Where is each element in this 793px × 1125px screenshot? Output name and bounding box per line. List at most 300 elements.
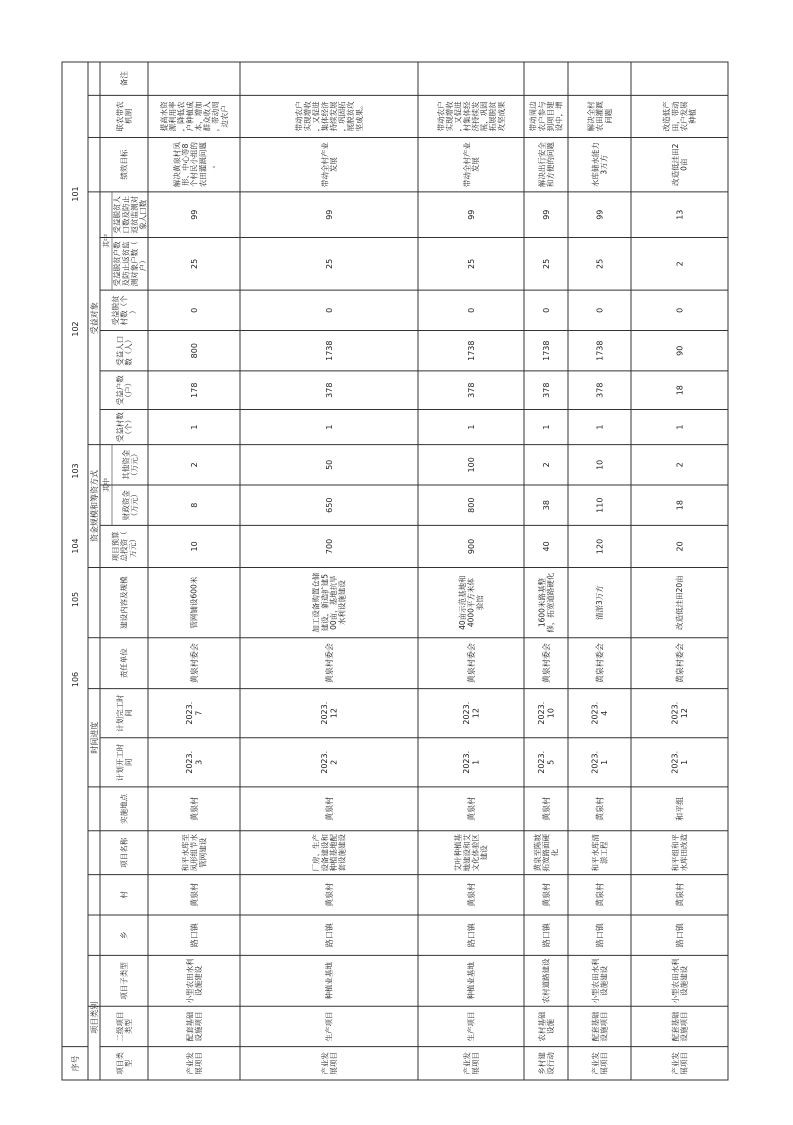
cell-villages — [190, 425, 199, 430]
svg-text:120: 120 — [595, 538, 605, 555]
svg-text:地建设和艾: 地建设和艾 — [462, 833, 472, 872]
svg-text:间: 间 — [123, 709, 133, 717]
svg-text:发展: 发展 — [470, 157, 480, 173]
svg-text:产业发: 产业发 — [320, 1052, 330, 1075]
svg-text:间: 间 — [123, 758, 133, 767]
svg-text:项目预算: 项目预算 — [111, 531, 120, 562]
svg-text:责任单位: 责任单位 — [119, 648, 129, 679]
svg-text:解决黄泉村凤: 解决黄泉村凤 — [172, 142, 182, 188]
svg-text:12: 12 — [329, 708, 339, 719]
svg-text:其中: 其中 — [102, 477, 111, 492]
cell-village — [594, 883, 604, 907]
svg-text:900: 900 — [466, 538, 476, 555]
cell-mechanism — [435, 101, 505, 131]
svg-text:18: 18 — [675, 385, 685, 396]
svg-text:坚成果。: 坚成果。 — [354, 101, 364, 132]
svg-text:700: 700 — [324, 538, 334, 555]
cell-poor-people — [675, 210, 684, 220]
cell-villages — [467, 425, 476, 430]
cell-poor-households — [595, 259, 604, 269]
svg-text:带动农户: 带动农户 — [294, 101, 304, 132]
cell-subtype — [541, 958, 551, 1003]
cell-households — [467, 383, 476, 398]
svg-text:机制: 机制 — [123, 108, 133, 124]
svg-text:1738: 1738 — [595, 340, 605, 361]
cell-start — [185, 751, 203, 774]
svg-text:到项目建: 到项目建 — [545, 101, 555, 132]
svg-text:，又促进: ，又促进 — [453, 101, 463, 132]
svg-text:1: 1 — [466, 424, 476, 430]
svg-text:黄泉村委会: 黄泉村委会 — [675, 643, 685, 684]
svg-text:2023.: 2023. — [320, 750, 330, 774]
svg-text:2023.: 2023. — [462, 750, 472, 774]
cell-type — [536, 1052, 555, 1075]
svg-text:，带动周: ，带动周 — [211, 101, 221, 132]
svg-text:10: 10 — [595, 459, 605, 470]
svg-text:1738: 1738 — [541, 340, 551, 361]
svg-text:生产项目: 生产项目 — [466, 1011, 476, 1042]
cell-name — [532, 833, 559, 871]
column-header-finish — [114, 694, 133, 732]
group-header-beneficiaries — [89, 302, 99, 334]
svg-text:改造低洼田20亩: 改造低洼田20亩 — [675, 575, 685, 630]
svg-text:种植业基地: 种植业基地 — [324, 962, 334, 1000]
svg-text:展项目: 展项目 — [193, 1052, 203, 1075]
svg-text:20: 20 — [675, 541, 685, 552]
svg-text:黄泉村委会: 黄泉村委会 — [324, 643, 334, 684]
svg-text:淤工程: 淤工程 — [599, 841, 609, 864]
svg-text:黄泉村委会: 黄泉村委会 — [595, 643, 605, 684]
cell-mechanism — [528, 101, 565, 131]
svg-text:套设施建设: 套设施建设 — [337, 833, 347, 872]
svg-text:设施建设: 设施建设 — [599, 965, 609, 996]
cell-village — [466, 883, 476, 907]
column-header-location — [119, 793, 129, 823]
svg-text:村: 村 — [119, 891, 129, 899]
svg-text:乡村建: 乡村建 — [537, 1052, 547, 1075]
svg-text:文化体验区: 文化体验区 — [470, 833, 480, 872]
cell-content — [189, 576, 199, 628]
svg-text:99: 99 — [324, 209, 334, 220]
column-header-subtype — [119, 962, 129, 1000]
svg-text:650: 650 — [324, 497, 334, 513]
column-header-owner — [119, 648, 129, 678]
svg-text:农田灌溉: 农田灌溉 — [595, 101, 605, 132]
cell-seq — [71, 592, 80, 607]
svg-text:清淤3万方: 清淤3万方 — [595, 585, 605, 620]
svg-text:90: 90 — [675, 345, 685, 356]
column-header-people — [114, 336, 133, 366]
svg-text:40亩示范基地和: 40亩示范基地和 — [458, 575, 467, 630]
cell-owner — [324, 643, 334, 683]
svg-text:黄泉村: 黄泉村 — [189, 796, 199, 821]
svg-text:）: ） — [128, 306, 138, 315]
svg-text:，降低农: ，降低农 — [176, 101, 186, 132]
svg-text:带动周边: 带动周边 — [528, 101, 538, 132]
svg-text:8: 8 — [189, 502, 199, 508]
svg-text:提高水资: 提高水资 — [159, 101, 169, 132]
svg-text:受益户数: 受益户数 — [115, 375, 125, 406]
cell-people — [190, 343, 199, 358]
svg-text:和平水库至: 和平水库至 — [181, 833, 190, 872]
cell-village — [674, 883, 684, 907]
svg-text:序号: 序号 — [70, 1055, 80, 1072]
svg-text:凤形组节水: 凤形组节水 — [189, 833, 199, 872]
svg-text:带动全村产业: 带动全村产业 — [462, 142, 472, 188]
svg-text:12: 12 — [679, 708, 689, 719]
svg-text:和方便的问题: 和方便的问题 — [545, 142, 555, 188]
svg-text:配套基础: 配套基础 — [590, 1011, 600, 1042]
group-header-time-progress — [89, 722, 99, 754]
svg-text:1738: 1738 — [466, 340, 476, 361]
cell-type — [184, 1052, 203, 1075]
svg-text:设施: 设施 — [545, 1018, 555, 1034]
svg-text:4000平方米体: 4000平方米体 — [466, 578, 476, 628]
cell-poor-households — [675, 261, 684, 266]
svg-text:济持续发: 济持续发 — [470, 101, 480, 132]
svg-text:发展: 发展 — [328, 157, 338, 173]
svg-text:项目类: 项目类 — [115, 1052, 125, 1075]
svg-text:建设内容及规模: 建设内容及规模 — [119, 576, 129, 629]
group-header-funding — [89, 470, 99, 542]
cell-goal — [171, 142, 216, 187]
svg-text:展项目: 展项目 — [470, 1052, 480, 1075]
svg-text:拓展脱贫: 拓展脱贫 — [488, 101, 498, 132]
svg-text:设施建设: 设施建设 — [679, 965, 689, 996]
cell-poor-households — [467, 259, 476, 269]
svg-text:0: 0 — [595, 307, 605, 313]
svg-text:黄泉村: 黄泉村 — [324, 796, 334, 821]
cell-other — [675, 462, 684, 467]
cell-finish — [185, 702, 203, 725]
svg-text:2023.: 2023. — [537, 701, 547, 725]
cell-households — [325, 383, 334, 398]
svg-text:持续发展: 持续发展 — [328, 101, 338, 132]
svg-text:建设，新造扩建5: 建设，新造扩建5 — [320, 573, 330, 632]
cell-finish — [537, 702, 555, 725]
svg-text:项目类别: 项目类别 — [89, 1001, 99, 1034]
svg-text:2023.: 2023. — [185, 750, 195, 774]
cell-type — [590, 1052, 609, 1075]
svg-text:25: 25 — [189, 258, 199, 269]
cell-subtype — [184, 958, 203, 1003]
cell-poor-villages — [595, 308, 604, 313]
svg-text:路口镇: 路口镇 — [541, 923, 551, 948]
svg-text:黄泉至陈坡: 黄泉至陈坡 — [533, 833, 542, 872]
svg-text:受益人口: 受益人口 — [115, 335, 125, 366]
funding-sub-header — [101, 478, 110, 492]
cell-owner — [541, 643, 551, 683]
svg-text:联农带农: 联农带农 — [115, 101, 125, 132]
cell-finish — [671, 702, 689, 725]
svg-text:，又促进: ，又促进 — [311, 101, 321, 132]
cell-location — [594, 797, 604, 821]
cell-other — [595, 460, 604, 470]
svg-text:2: 2 — [675, 261, 685, 267]
column-header-village — [119, 891, 129, 899]
cell-households — [595, 383, 604, 398]
svg-text:2023.: 2023. — [590, 701, 600, 725]
svg-text:产业发: 产业发 — [462, 1052, 472, 1075]
svg-text:黄泉村委会: 黄泉村委会 — [189, 643, 199, 684]
svg-text:103: 103 — [70, 463, 80, 479]
svg-text:黄泉村: 黄泉村 — [541, 882, 551, 907]
svg-text:102: 102 — [70, 321, 80, 337]
svg-text:25: 25 — [541, 258, 551, 269]
cell-content — [311, 572, 347, 632]
svg-text:2023.: 2023. — [185, 701, 195, 725]
svg-text:受益脱贫户数: 受益脱贫户数 — [112, 241, 122, 287]
svg-text:路口镇: 路口镇 — [189, 923, 199, 948]
cell-total — [675, 541, 684, 551]
svg-text:总投资（: 总投资（ — [119, 531, 129, 562]
cell-total — [190, 541, 199, 551]
cell-seq — [71, 186, 80, 201]
cell-finish — [320, 702, 338, 725]
svg-text:99: 99 — [541, 209, 551, 220]
svg-text:产业发: 产业发 — [590, 1052, 600, 1075]
svg-text:种植业基地: 种植业基地 — [466, 962, 476, 1000]
svg-text:（万元）: （万元） — [129, 449, 139, 480]
svg-text:0: 0 — [466, 307, 476, 313]
svg-text:测对象户数（: 测对象户数（ — [129, 241, 139, 287]
svg-text:黄泉村: 黄泉村 — [466, 882, 476, 907]
cell-content — [457, 575, 484, 630]
cell-poor-households — [190, 259, 199, 269]
svg-text:2: 2 — [541, 462, 551, 468]
cell-total — [542, 541, 551, 551]
column-header-poor-people — [112, 195, 148, 233]
svg-text:项目名称: 项目名称 — [119, 837, 129, 868]
svg-text:改造低产: 改造低产 — [662, 101, 672, 132]
svg-text:管网铺设600米: 管网铺设600米 — [189, 576, 199, 629]
svg-text:加工设备购置仓储: 加工设备购置仓储 — [311, 572, 321, 633]
cell-village — [189, 883, 199, 907]
svg-text:村集体经: 村集体经 — [462, 101, 472, 132]
svg-text:实现增收: 实现增收 — [445, 101, 455, 132]
svg-text:178: 178 — [189, 382, 199, 398]
svg-text:展，巩固: 展，巩固 — [479, 101, 489, 132]
svg-text:104: 104 — [70, 538, 80, 554]
svg-text:小型农田水利: 小型农田水利 — [185, 958, 195, 1004]
svg-text:3: 3 — [194, 759, 204, 765]
cell-owner — [594, 643, 604, 683]
cell-households — [190, 383, 199, 398]
cell-poor-villages — [542, 308, 551, 313]
svg-text:50: 50 — [324, 459, 334, 470]
svg-text:25: 25 — [324, 258, 334, 269]
svg-text:集体经济: 集体经济 — [320, 101, 330, 132]
svg-text:99: 99 — [595, 209, 605, 220]
svg-text:99: 99 — [466, 209, 476, 220]
svg-text:设中，增: 设中，增 — [554, 101, 564, 132]
cell-households — [675, 385, 684, 395]
svg-text:配套基础: 配套基础 — [670, 1011, 680, 1042]
cell-total — [325, 539, 334, 554]
svg-text:105: 105 — [70, 591, 80, 608]
svg-text:生产项目: 生产项目 — [324, 1011, 334, 1042]
svg-text:产业发: 产业发 — [185, 1052, 195, 1075]
cell-poor-villages — [190, 308, 199, 313]
svg-text:项目子类型: 项目子类型 — [119, 962, 129, 1000]
cell-subtype — [324, 962, 334, 1000]
cell-name — [453, 833, 489, 871]
svg-text:2023.: 2023. — [320, 701, 330, 725]
svg-text:化: 化 — [550, 848, 560, 857]
cell-fiscal — [595, 498, 604, 513]
cell-fiscal — [467, 498, 476, 513]
svg-text:村数（个: 村数（个 — [119, 295, 129, 326]
svg-text:形、中心等8: 形、中心等8 — [181, 143, 190, 186]
svg-text:25: 25 — [466, 258, 476, 269]
svg-text:时间进度: 时间进度 — [89, 721, 99, 754]
cell-mechanism — [586, 101, 613, 131]
svg-text:乡: 乡 — [119, 931, 129, 939]
svg-text:12: 12 — [471, 708, 481, 719]
cell-finish — [462, 702, 480, 725]
column-header-goal — [119, 149, 129, 179]
cell-name — [180, 833, 207, 871]
cell-location — [189, 797, 199, 821]
cell-mechanism — [661, 101, 697, 131]
cell-name — [311, 833, 347, 871]
cell-content — [536, 572, 556, 632]
svg-text:13: 13 — [675, 209, 685, 220]
cell-mechanism — [293, 101, 363, 131]
svg-text:田，带动: 田，带动 — [670, 101, 680, 132]
svg-text:二级项目: 二级项目 — [115, 1011, 125, 1042]
svg-text:0: 0 — [675, 307, 685, 313]
cell-poor-villages — [467, 308, 476, 313]
svg-text:2: 2 — [675, 462, 685, 468]
svg-text:1: 1 — [471, 759, 481, 765]
column-header-total — [110, 531, 137, 561]
svg-text:修，拓宽道路硬化: 修，拓宽道路硬化 — [545, 572, 555, 633]
svg-text:小型农田水利: 小型农田水利 — [590, 958, 600, 1004]
svg-text:2: 2 — [189, 462, 199, 468]
svg-text:万元）: 万元） — [128, 535, 138, 558]
cell-other — [467, 457, 476, 472]
svg-text:2: 2 — [329, 759, 339, 765]
svg-text:象人口数: 象人口数 — [138, 199, 148, 230]
svg-text:2023.: 2023. — [462, 701, 472, 725]
cell-fiscal — [542, 500, 551, 510]
svg-text:设施项目: 设施项目 — [599, 1011, 609, 1042]
svg-text:0: 0 — [324, 307, 334, 313]
cell-goal — [461, 142, 480, 187]
cell-subtype — [670, 958, 689, 1003]
svg-text:种植: 种植 — [688, 108, 698, 124]
svg-text:黄泉村委会: 黄泉村委会 — [541, 643, 551, 684]
svg-text:型: 型 — [123, 1059, 133, 1068]
cell-fiscal — [190, 503, 199, 508]
cell-villages — [595, 425, 604, 430]
svg-text:水利设施建设: 水利设施建设 — [337, 580, 347, 626]
svg-text:3万方: 3万方 — [599, 154, 609, 175]
svg-text:厂房、生产: 厂房、生产 — [311, 833, 321, 872]
svg-text:2023.: 2023. — [590, 750, 600, 774]
svg-text:改造低洼田2: 改造低洼田2 — [670, 143, 680, 186]
svg-text:25: 25 — [595, 258, 605, 269]
svg-text:路口镇: 路口镇 — [595, 923, 605, 948]
svg-text:38: 38 — [541, 500, 551, 511]
cell-township — [466, 922, 476, 947]
svg-text:类型: 类型 — [123, 1018, 133, 1034]
cell-fiscal — [325, 498, 334, 513]
svg-text:100: 100 — [466, 457, 476, 473]
svg-text:配套基础: 配套基础 — [185, 1011, 195, 1042]
cell-villages — [325, 425, 334, 430]
cell-village — [324, 883, 334, 907]
svg-text:黄泉村: 黄泉村 — [595, 882, 605, 907]
cell-location — [324, 797, 334, 821]
svg-text:种植基地配: 种植基地配 — [328, 833, 338, 872]
column-header-poor-villages — [110, 295, 137, 325]
svg-text:0: 0 — [189, 307, 199, 313]
svg-text:农村道路建设: 农村道路建设 — [541, 958, 551, 1004]
svg-text:黄泉村: 黄泉村 — [595, 796, 605, 821]
cell-content — [594, 585, 604, 620]
svg-text:设施项目: 设施项目 — [193, 1011, 203, 1042]
cell-seq — [71, 463, 80, 478]
svg-text:1: 1 — [679, 759, 689, 765]
cell-start — [462, 751, 480, 774]
svg-text:解决全村: 解决全村 — [586, 101, 596, 132]
cell-poor-people — [467, 210, 476, 220]
svg-text:。: 。 — [206, 160, 216, 169]
cell-poor-villages — [325, 308, 334, 313]
cell-type — [461, 1052, 480, 1075]
column-header-start — [114, 743, 133, 781]
svg-text:设行动: 设行动 — [545, 1052, 555, 1075]
cell-seq — [71, 672, 80, 687]
svg-text:本，增加: 本，增加 — [193, 101, 203, 132]
svg-text:和平组: 和平组 — [675, 796, 685, 821]
svg-text:受益对象: 受益对象 — [89, 302, 99, 335]
svg-text:1: 1 — [675, 424, 685, 430]
svg-text:户）: 户） — [138, 256, 148, 272]
svg-text:路口镇: 路口镇 — [675, 923, 685, 948]
svg-text:378: 378 — [466, 382, 476, 398]
svg-text:110: 110 — [595, 497, 605, 513]
svg-text:0: 0 — [541, 307, 551, 313]
cell-people — [675, 346, 684, 356]
cell-goal — [536, 142, 555, 187]
cell-owner — [466, 643, 476, 683]
svg-text:设施建设: 设施建设 — [193, 965, 203, 996]
cell-other — [325, 460, 334, 470]
cell-name — [590, 833, 609, 871]
column-header-households — [114, 375, 133, 405]
svg-text:黄泉村委会: 黄泉村委会 — [466, 643, 476, 684]
column-header-mechanism — [114, 101, 133, 131]
svg-text:1: 1 — [595, 424, 605, 430]
svg-text:展项目: 展项目 — [679, 1052, 689, 1075]
svg-text:10: 10 — [189, 541, 199, 552]
svg-text:（户）: （户） — [123, 378, 133, 402]
cell-goal — [670, 143, 689, 185]
cell-poor-people — [542, 210, 551, 220]
column-header-other — [120, 449, 139, 479]
cell-township — [541, 922, 551, 947]
cell-start — [591, 751, 609, 774]
cell-start — [537, 751, 555, 774]
column-header-poor-households — [112, 241, 148, 286]
svg-text:计划完工时: 计划完工时 — [115, 694, 125, 732]
svg-text:1: 1 — [599, 759, 609, 765]
svg-text:验馆: 验馆 — [475, 595, 485, 611]
cell-type — [670, 1052, 689, 1075]
